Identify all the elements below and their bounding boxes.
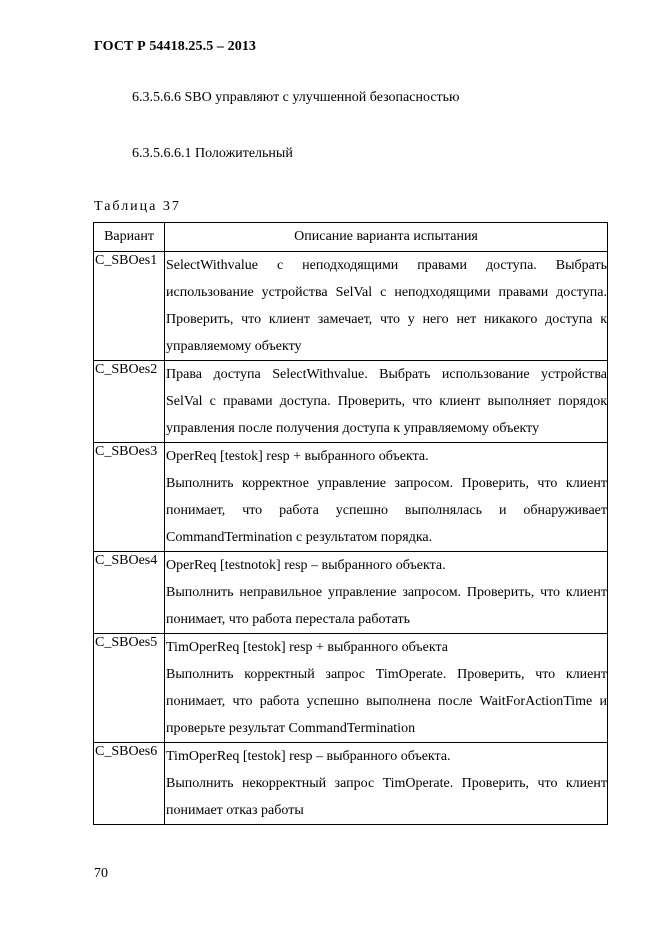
description-cell — [165, 743, 608, 825]
description-text: TimOperReq [testok] resp + выбранного объекта — [166, 640, 448, 655]
table-header-row — [94, 223, 608, 252]
variant-cell: C_SBOes5 — [94, 634, 165, 743]
description-text: Права доступа SelectWithvalue. Выбрать использование устройства SelVal с правами доступа. Проверить, что клиент выполняет порядок управления после получения доступа к управляемому объекту — [166, 367, 607, 436]
page-number: 70 — [94, 866, 108, 881]
section-heading-6-3-5-6-6: 6.3.5.6.6 SBO управляют с улучшенной безопасностью — [132, 90, 460, 105]
table-caption: Таблица 37 — [94, 199, 181, 214]
test-variants-table — [93, 222, 608, 825]
description-cell — [165, 634, 608, 743]
table-row — [94, 443, 608, 552]
variant-cell: C_SBOes3 — [94, 443, 165, 552]
variant-cell: C_SBOes1 — [94, 252, 165, 361]
description-text-detail: Выполнить некорректный запрос TimOperate. Проверить, что клиент понимает отказ работы — [166, 776, 607, 818]
description-cell — [165, 443, 608, 552]
section-heading-6-3-5-6-6-1: 6.3.5.6.6.1 Положительный — [132, 146, 293, 161]
header-variant: Вариант — [94, 223, 165, 252]
variant-cell: C_SBOes2 — [94, 361, 165, 443]
header-description: Описание варианта испытания — [165, 223, 608, 252]
table-row — [94, 361, 608, 443]
description-text: OperReq [testok] resp + выбранного объекта. — [166, 449, 429, 464]
table-row — [94, 634, 608, 743]
table-row — [94, 552, 608, 634]
description-text: SelectWithvalue с неподходящими правами доступа. Выбрать использование устройства SelVal с неподходящими правами доступа. Проверить, что клиент замечает, что у него нет никакого доступа к управляемому объекту — [166, 258, 607, 354]
description-cell — [165, 552, 608, 634]
description-text: TimOperReq [testok] resp – выбранного объекта. — [166, 749, 451, 764]
description-text-detail: Выполнить корректный запрос TimOperate. Проверить, что клиент понимает, что работа успешно выполнена после WaitForActionTime и проверьте результат CommandTermination — [166, 667, 607, 736]
document-header: ГОСТ Р 54418.25.5 – 2013 — [94, 39, 257, 54]
description-cell — [165, 361, 608, 443]
description-text-detail: Выполнить неправильное управление запросом. Проверить, что клиент понимает, что работа перестала работать — [166, 585, 607, 627]
variant-cell: C_SBOes6 — [94, 743, 165, 825]
description-cell — [165, 252, 608, 361]
table-row — [94, 743, 608, 825]
description-text: OperReq [testnotok] resp – выбранного объекта. — [166, 558, 446, 573]
description-text-detail: Выполнить корректное управление запросом. Проверить, что клиент понимает, что работа успешно выполнялась и обнаруживает CommandTermination с результатом порядка. — [166, 476, 607, 545]
table-row — [94, 252, 608, 361]
variant-cell: C_SBOes4 — [94, 552, 165, 634]
